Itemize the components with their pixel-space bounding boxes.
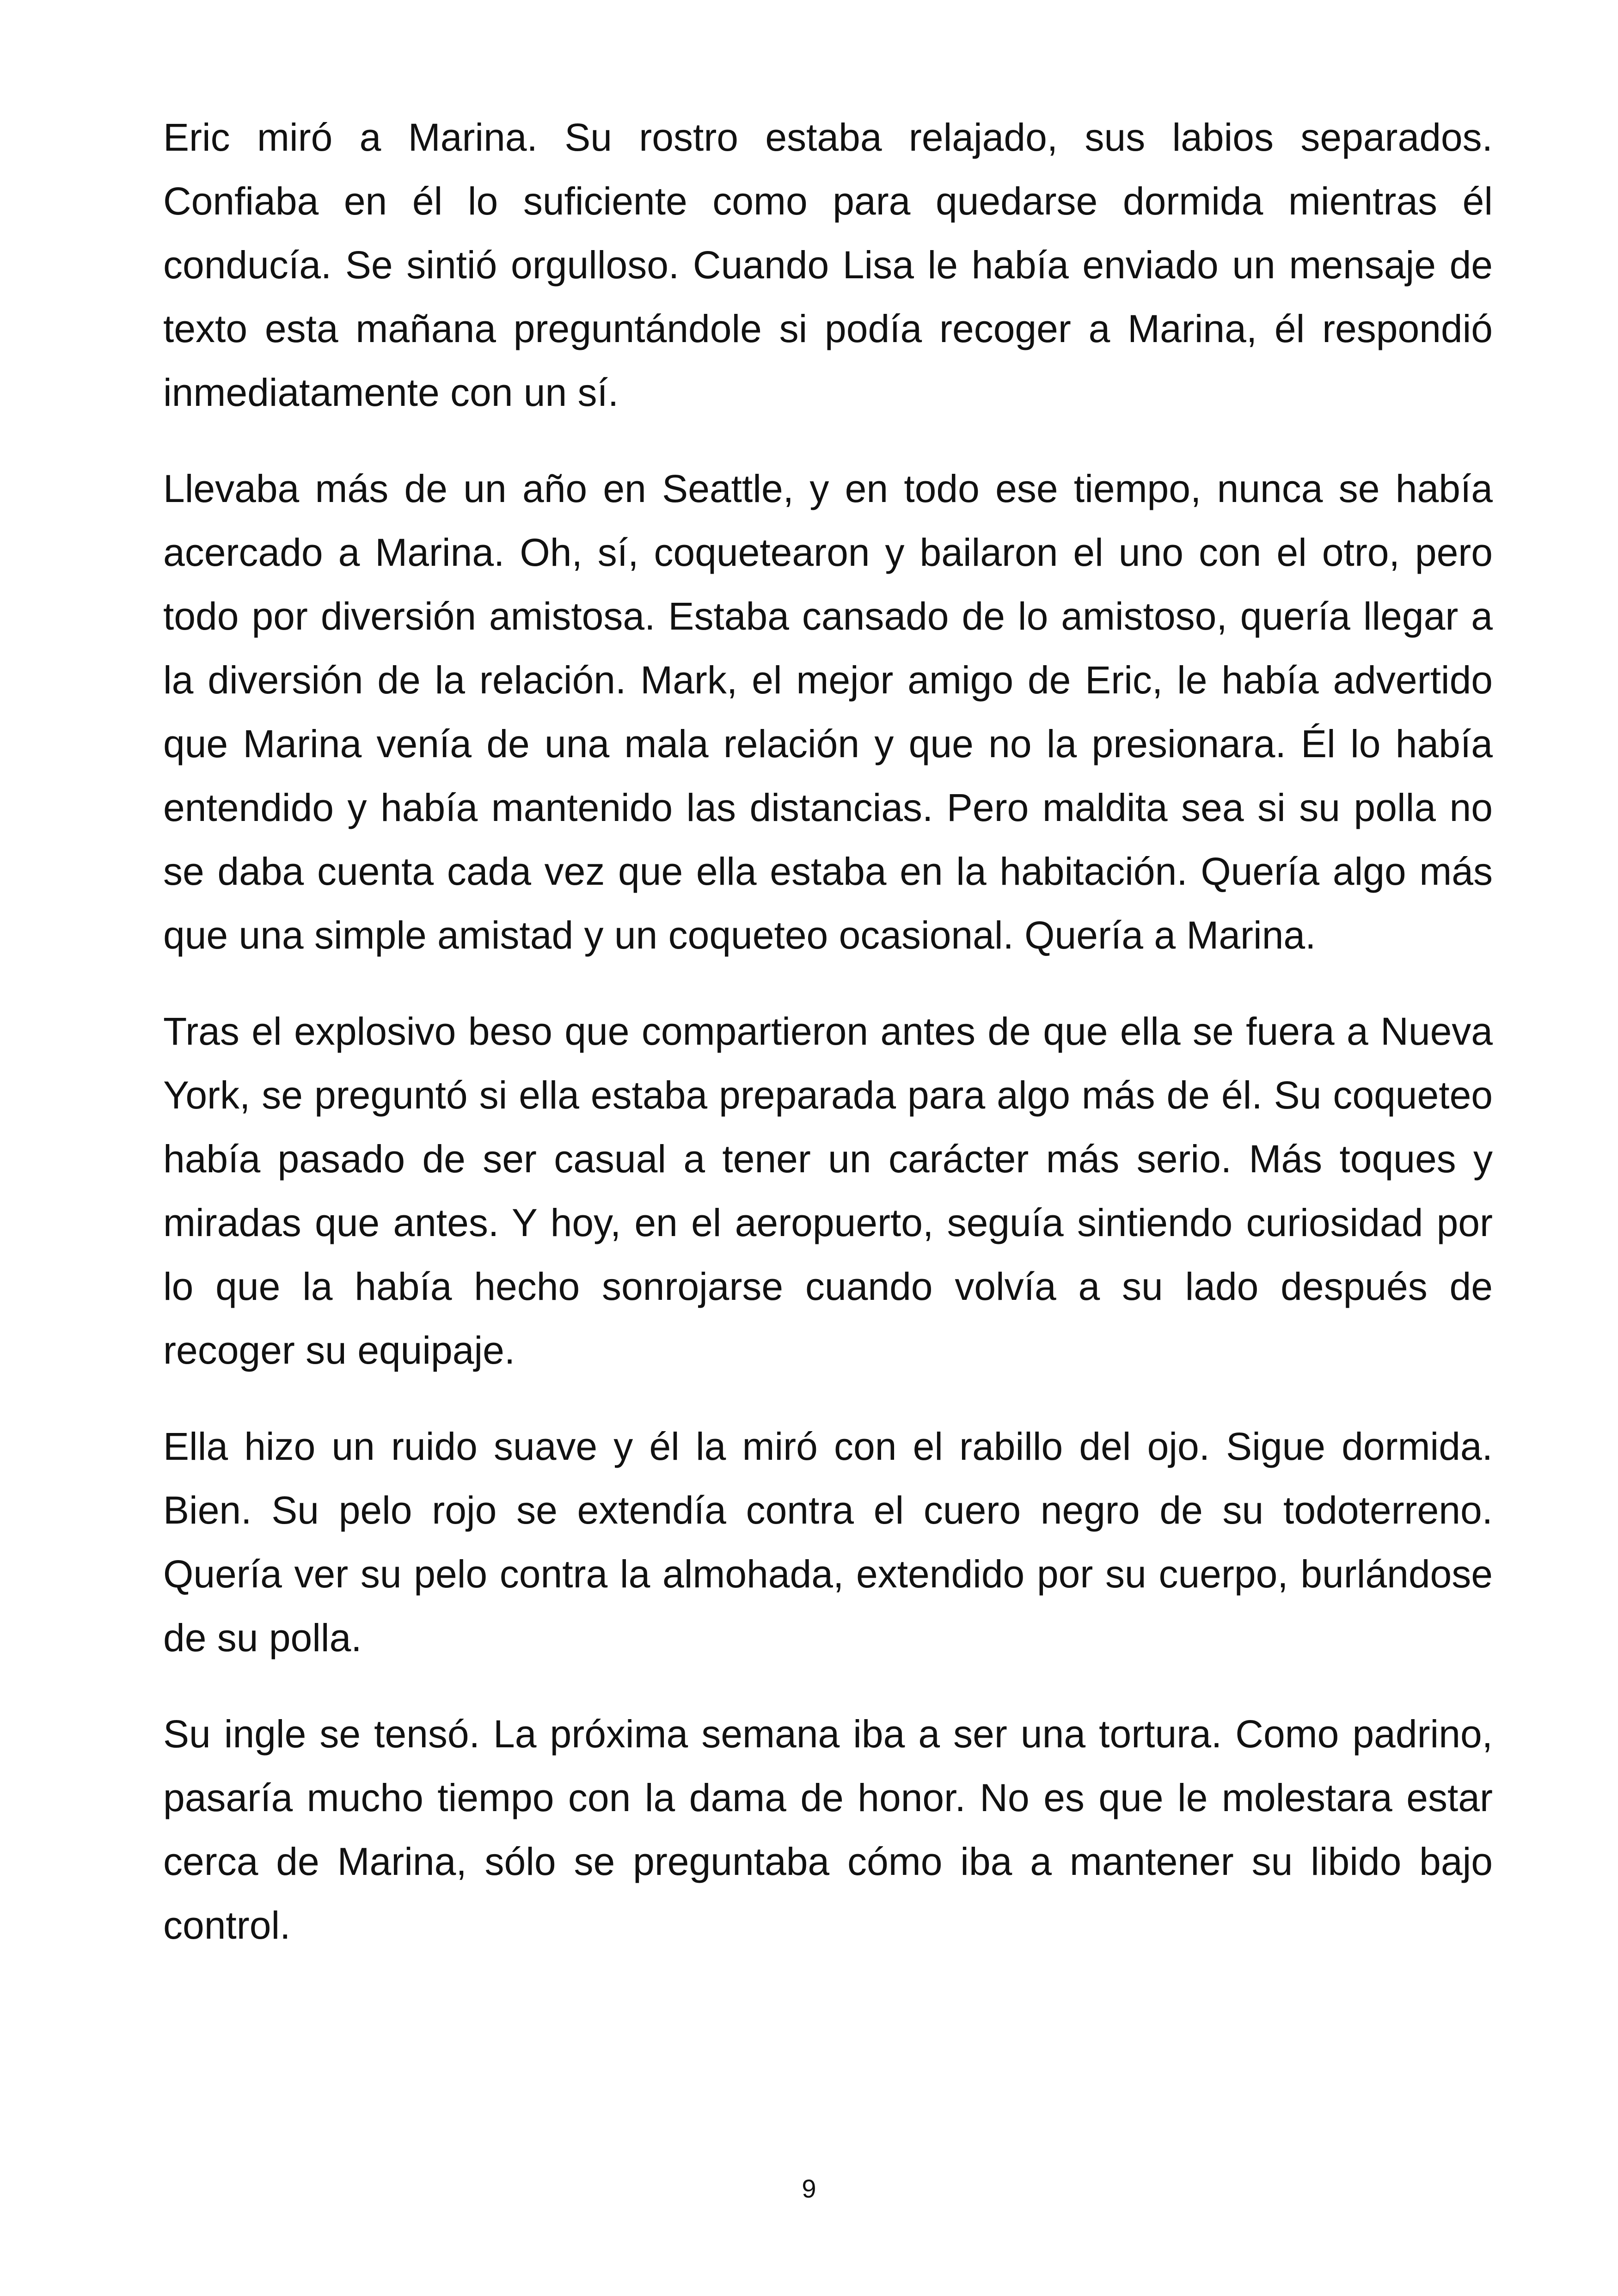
page-number: 9: [802, 2174, 816, 2203]
body-text: [163, 105, 1493, 1990]
paragraph-5: Su ingle se tensó. La próxima semana iba a ser una tortura. Como padrino, pasaría mucho tiempo con la dama de honor. No es que le molestara estar cerca de Marina, sólo se preguntaba cómo iba a mantener su libido bajo control.: [163, 1712, 1493, 1947]
paragraph-4: Ella hizo un ruido suave y él la miró con el rabillo del ojo. Sigue dormida. Bien. Su pelo rojo se extendía contra el cuero negro de su todoterreno. Quería ver su pelo contra la almohada, extendido por su cuerpo, burlándose de su polla.: [163, 1425, 1493, 1659]
paragraph-3: Tras el explosivo beso que compartieron antes de que ella se fuera a Nueva York, se preguntó si ella estaba preparada para algo más de él. Su coqueteo había pasado de ser casual a tener un carácter más serio. Más toques y miradas que antes. Y hoy, en el aeropuerto, seguía sintiendo curiosidad por lo que la había hecho sonrojarse cuando volvía a su lado después de recoger su equipaje.: [163, 1010, 1493, 1372]
paragraph-2: Llevaba más de un año en Seattle, y en todo ese tiempo, nunca se había acercado a Marina. Oh, sí, coquetearon y bailaron el uno con el otro, pero todo por diversión amistosa. Estaba cansado de lo amistoso, quería llegar a la diversión de la relación. Mark, el mejor amigo de Eric, le había advertido que Marina venía de una mala relación y que no la presionara. Él lo había entendido y había mantenido las distancias. Pero maldita sea si su polla no se daba cuenta cada vez que ella estaba en la habitación. Quería algo más que una simple amistad y un coqueteo ocasional. Quería a Marina.: [163, 467, 1493, 957]
paragraph-1: Eric miró a Marina. Su rostro estaba relajado, sus labios separados. Confiaba en él lo suficiente como para quedarse dormida mientras él conducía. Se sintió orgulloso. Cuando Lisa le había enviado un mensaje de texto esta mañana preguntándole si podía recoger a Marina, él respondió inmediatamente con un sí.: [163, 116, 1493, 414]
